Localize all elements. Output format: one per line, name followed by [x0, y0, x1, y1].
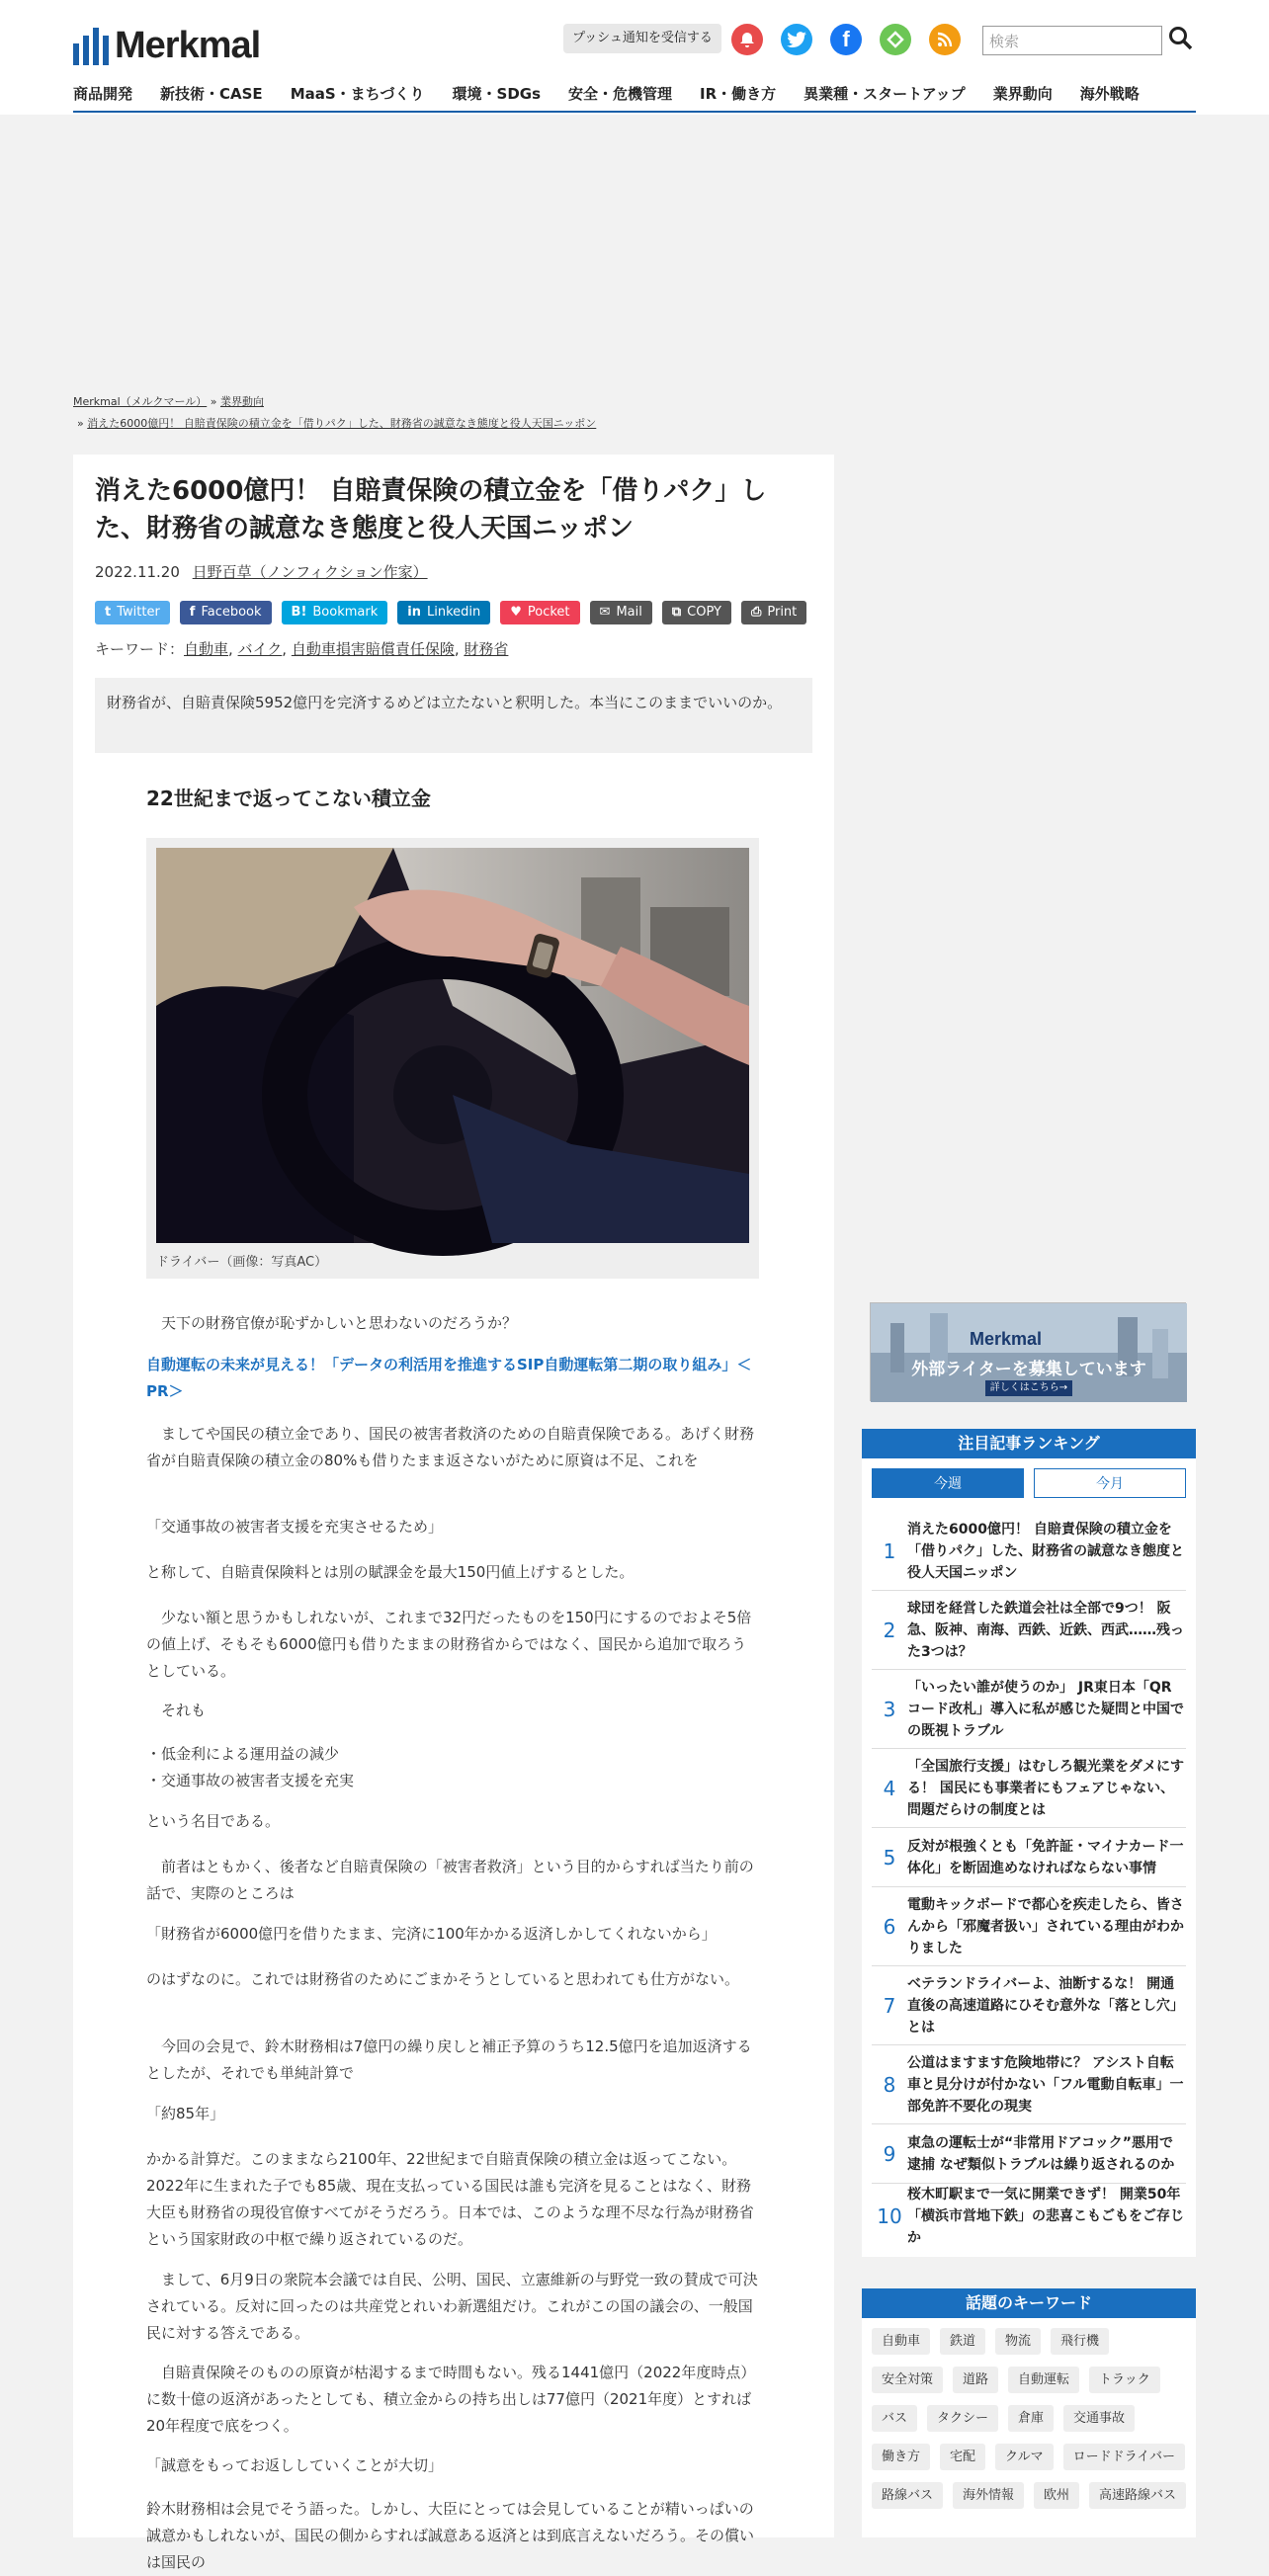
- ranking-item[interactable]: 6 電動キックボードで都心を疾走したら、皆さんから「邪魔者扱い」されている理由がわかりました: [872, 1887, 1186, 1966]
- keyword-tag[interactable]: 欧州: [1034, 2482, 1079, 2509]
- paragraph: 「誠意をもってお返ししていくことが大切」: [146, 2456, 444, 2474]
- facebook-icon[interactable]: f: [830, 24, 862, 55]
- share-linkedin-button[interactable]: in Linkedin: [397, 601, 490, 624]
- keywords-title: 話題のキーワード: [862, 2288, 1196, 2318]
- logo-mark-icon: [73, 28, 109, 65]
- facebook-icon: f: [189, 605, 196, 620]
- article: [73, 455, 834, 2571]
- driver-photo: [156, 848, 749, 1243]
- ranking-tabs: [872, 1468, 1186, 1498]
- ranking-item[interactable]: 7 ベテランドライバーよ、油断するな！ 開通直後の高速道路にひそむ意外な「落とし穴」とは: [872, 1966, 1186, 2045]
- share-twitter-button[interactable]: t Twitter: [95, 601, 170, 624]
- keyword-link[interactable]: 財務省: [464, 640, 509, 658]
- nav-item-global[interactable]: 海外戦略: [1079, 85, 1140, 103]
- linkedin-icon: in: [407, 605, 421, 620]
- keyword-tag[interactable]: 交通事故: [1063, 2405, 1135, 2432]
- copy-icon: ⧉: [671, 605, 682, 620]
- keyword-tag[interactable]: 高速路線バス: [1089, 2482, 1186, 2509]
- breadcrumb-sep: »: [210, 395, 217, 408]
- keyword-tag[interactable]: 路線バス: [872, 2482, 943, 2509]
- tab-month[interactable]: 今月: [1034, 1468, 1186, 1498]
- paragraph: のはずなのに。これでは財務省のためにごまかそうとしていると思われても仕方がない。: [146, 1970, 740, 1988]
- breadcrumb-home[interactable]: Merkmal（メルクマール）: [73, 395, 208, 408]
- paragraph: 「交通事故の被害者支援を充実させるため」: [146, 1518, 444, 1536]
- keyword-tag[interactable]: 宅配: [940, 2444, 985, 2470]
- mail-icon: ✉: [599, 605, 611, 620]
- ranking-item[interactable]: 9 東急の運転士が“非常用ドアコック”悪用で逮捕 なぜ類似トラブルは繰り返されるのか: [872, 2124, 1186, 2184]
- keyword-tag[interactable]: 物流: [995, 2328, 1041, 2355]
- print-icon: ⎙: [750, 605, 762, 620]
- ranking-box: [862, 1429, 1196, 2257]
- push-notification-button[interactable]: プッシュ通知を受信する: [563, 24, 721, 53]
- paragraph: 少ない額と思うかもしれないが、これまで32円だったものを150円にするのでおよそ5倍の値上げ、そもそも6000億円も借りたままの財務省からではなく、国民から追加で取ろうとしている。: [146, 1609, 752, 1680]
- nav-divider: [73, 111, 1196, 113]
- ranking-item[interactable]: 5 反対が根強くとも「免許証・マイナカード一体化」を断固進めなければならない事情: [872, 1828, 1186, 1887]
- section-heading: 22世紀まで返ってこない積立金: [146, 787, 431, 810]
- hatena-bookmark-icon: B!: [291, 605, 307, 620]
- keyword-tag[interactable]: 安全対策: [872, 2367, 943, 2393]
- search-icon[interactable]: [1168, 26, 1194, 53]
- nav-item-industry[interactable]: 業界動向: [992, 85, 1053, 103]
- keyword-tag[interactable]: バス: [872, 2405, 917, 2432]
- share-pocket-button[interactable]: ♥ Pocket: [500, 601, 579, 624]
- article-date: 2022.11.20: [95, 563, 180, 581]
- logo-text: Merkmal: [115, 25, 261, 66]
- share-hatena-button[interactable]: B! Bookmark: [282, 601, 388, 624]
- keyword-link[interactable]: 自動車: [184, 640, 229, 658]
- paragraph: それも: [146, 1702, 207, 1719]
- article-keywords: キーワード：自動車, バイク, 自動車損害賠償責任保険, 財務省: [95, 640, 509, 658]
- ranking-item[interactable]: 2 球団を経営した鉄道会社は全部で9つ！ 阪急、阪神、南海、西鉄、近鉄、西武……残った3つは？: [872, 1591, 1186, 1670]
- keyword-tag[interactable]: トラック: [1089, 2367, 1160, 2393]
- paragraph: 鈴木財務相は会見でそう語った。しかし、大臣にとっては会見していることが精いっぱいの誠意かもしれないが、国民の側からすれば誠意ある返済とは到底言えないだろう。その償いは国民の: [146, 2500, 755, 2571]
- keyword-tag[interactable]: 海外情報: [953, 2482, 1024, 2509]
- keyword-tag[interactable]: 鉄道: [940, 2328, 985, 2355]
- keyword-tag[interactable]: 飛行機: [1051, 2328, 1109, 2355]
- copy-link-button[interactable]: ⧉ COPY: [662, 601, 731, 624]
- share-facebook-button[interactable]: f Facebook: [180, 601, 272, 624]
- banner-text: 外部ライターを募集しています: [911, 1360, 1146, 1379]
- nav-item-ir[interactable]: IR・働き方: [700, 85, 777, 103]
- share-mail-button[interactable]: ✉ Mail: [590, 601, 652, 624]
- pocket-icon: ♥: [510, 605, 522, 620]
- banner-logo: Merkmal: [970, 1329, 1043, 1349]
- ranking-item[interactable]: 10 桜木町駅まで一気に開業できず！ 開業50年「横浜市営地下鉄」の悲喜こもごもをご存じか: [877, 2187, 1184, 2246]
- paragraph: 自賠責保険そのものの原資が枯渇するまで時間もない。残る1441億円（2022年度時点）に数十億の返済があったとしても、積立金からの持ち出しは77億円（2021年度）とすれば20年程度で底をつく。: [146, 2364, 756, 2435]
- nav-item-product[interactable]: 商品開発: [73, 85, 133, 103]
- ranking-item[interactable]: 3 「いったい誰が使うのか」 JR東日本「QRコード改札」導入に私が感じた疑問と中国での既視トラブル: [872, 1670, 1186, 1749]
- paragraph: かかる計算だ。このままなら2100年、22世紀まで自賠責保険の積立金は返ってこない。2022年に生まれた子でも85歳、現在支払っている国民は誰も完済を見ることはなく、財務大臣も財務省の現役官僚すべてがそうだろう。日本では、このような理不尽な行為が財務省という国家財政の中枢で繰り返されているのだ。: [146, 2150, 754, 2248]
- print-button[interactable]: ⎙ Print: [741, 601, 806, 624]
- tab-week[interactable]: 今週: [872, 1468, 1024, 1498]
- paragraph: ましてや国民の積立金であり、国民の被害者救済のための自賠責保険である。あげく財務省が自賠責保険の積立金の80%も借りたまま返さないがために原資は不足、これを: [146, 1425, 755, 1469]
- keyword-tag[interactable]: 自動車: [872, 2328, 930, 2355]
- site-header: [0, 0, 1269, 115]
- article-lead: 財務省が、自賠責保険5952億円を完済するめどは立たないと釈明した。本当にこのままでいいのか。: [95, 678, 812, 753]
- article-author[interactable]: 日野百草（ノンフィクション作家）: [192, 563, 428, 581]
- keyword-tag[interactable]: ロードドライバー: [1063, 2444, 1185, 2470]
- rss-icon[interactable]: [929, 24, 961, 55]
- nav-item-maas[interactable]: MaaS・まちづくり: [290, 85, 425, 103]
- keyword-tag[interactable]: 道路: [953, 2367, 998, 2393]
- banner-more-button[interactable]: 詳しくはこちら→: [985, 1380, 1072, 1396]
- ranking-item[interactable]: 4 「全国旅行支援」はむしろ観光業をダメにする！ 国民にも事業者にもフェアじゃない、問題だらけの制度とは: [872, 1749, 1186, 1828]
- nav-item-startup[interactable]: 異業種・スタートアップ: [804, 85, 966, 103]
- twitter-icon[interactable]: [781, 24, 812, 55]
- site-logo[interactable]: [73, 22, 260, 65]
- paragraph: 今回の会見で、鈴木財務相は7億円の繰り戻しと補正予算のうち12.5億円を追加返済するとしたが、それでも単純計算で: [146, 2037, 752, 2082]
- twitter-icon: t: [105, 605, 112, 620]
- main-nav: [73, 83, 1167, 104]
- search-input[interactable]: 検索: [982, 26, 1162, 55]
- nav-item-case[interactable]: 新技術・CASE: [160, 85, 263, 103]
- keyword-link[interactable]: バイク: [237, 640, 283, 658]
- keyword-tag[interactable]: 自動運転: [1008, 2367, 1079, 2393]
- breadcrumb-sep: »: [77, 417, 84, 430]
- nav-item-sdgs[interactable]: 環境・SDGs: [452, 85, 542, 103]
- paragraph: ・低金利による運用益の減少 ・交通事故の被害者支援を充実: [146, 1745, 355, 1789]
- keyword-tag[interactable]: 働き方: [872, 2444, 930, 2470]
- keyword-tag[interactable]: タクシー: [927, 2405, 998, 2432]
- share-buttons: [95, 601, 806, 624]
- keyword-tag[interactable]: 倉庫: [1008, 2405, 1054, 2432]
- paragraph: という名目である。: [146, 1812, 281, 1830]
- trending-keywords-box: [862, 2288, 1196, 2537]
- breadcrumb-category[interactable]: 業界動向: [219, 395, 264, 408]
- photo-caption: ドライバー（画像：写真AC）: [156, 1255, 328, 1270]
- nav-item-safety[interactable]: 安全・危機管理: [568, 85, 673, 103]
- writer-recruit-banner[interactable]: [870, 1302, 1186, 1401]
- keyword-tag[interactable]: クルマ: [995, 2444, 1054, 2470]
- keyword-link[interactable]: 自動車損害賠償責任保険: [291, 640, 455, 658]
- paragraph: と称して、自賠責保険料とは別の賦課金を最大150円値上げするとした。: [146, 1563, 634, 1581]
- paragraph: 「約85年」: [146, 2105, 225, 2122]
- ranking-item[interactable]: 8 公道はますます危険地帯に？ アシスト自転車と見分けが付かない「フル電動自転車」一部免許不要化の現実: [872, 2045, 1186, 2124]
- paragraph: 「財務省が6000億円を借りたまま、完済に100年かかる返済しかしてくれないから」: [146, 1925, 717, 1943]
- breadcrumb: [73, 391, 596, 435]
- article-meta: [95, 561, 428, 582]
- paragraph: 前者はともかく、後者など自賠責保険の「被害者救済」という目的からすれば当たり前の話で、実際のところは: [146, 1858, 754, 1902]
- article-title: 消えた6000億円！ 自賠責保険の積立金を「借りパク」した、財務省の誠意なき態度と役人天国ニッポン: [95, 476, 767, 543]
- paragraph: 天下の財務官僚が恥ずかしいと思わないのだろうか？: [146, 1314, 518, 1332]
- pr-link[interactable]: 自動運転の未来が見える！「データの利活用を推進するSIP自動運転第二期の取り組み」＜PR＞: [146, 1356, 752, 1400]
- article-figure: [146, 838, 759, 1279]
- breadcrumb-current[interactable]: 消えた6000億円！ 自賠責保険の積立金を「借りパク」した、財務省の誠意なき態度と役人天国ニッポン: [87, 417, 597, 430]
- feedly-icon[interactable]: [880, 24, 911, 55]
- paragraph: まして、6月9日の衆院本会議では自民、公明、国民、立憲維新の与野党一致の賛成で可決されている。反対に回ったのは共産党とれいわ新選組だけ。これがこの国の議会の、一般国民に対する答えである。: [146, 2271, 758, 2342]
- ranking-item[interactable]: 1 消えた6000億円！ 自賠責保険の積立金を「借りパク」した、財務省の誠意なき態度と役人天国ニッポン: [872, 1512, 1186, 1591]
- keyword-list: [872, 2328, 1188, 2509]
- notification-icon[interactable]: [731, 24, 763, 55]
- ranking-title: 注目記事ランキング: [862, 1429, 1196, 1458]
